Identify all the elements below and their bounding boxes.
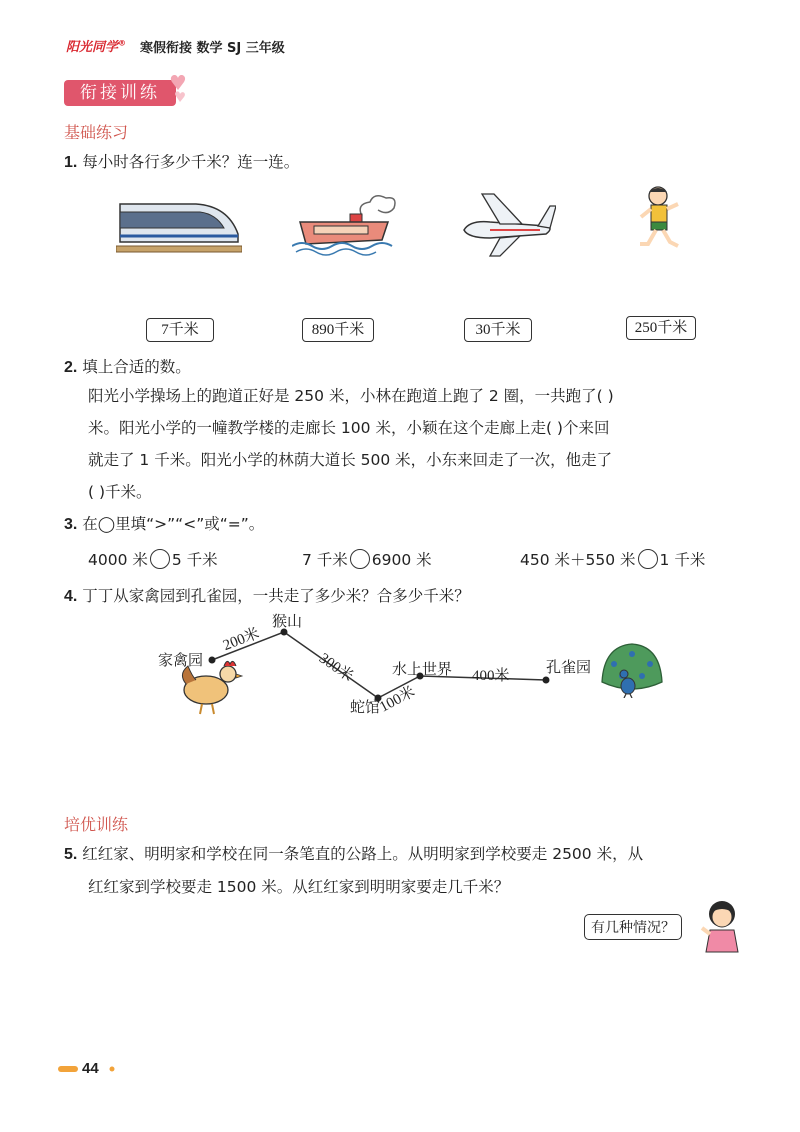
place-snake-house: 蛇馆 <box>350 698 381 716</box>
question-number: 5. <box>64 846 78 863</box>
question-text: 在◯里填“>”“<”或“=”。 <box>82 515 265 533</box>
question-2-line: 阳光小学操场上的跑道正好是 250 米，小林在跑道上跑了 2 圈，一共跑了( ) <box>88 387 614 405</box>
question-text: 丁丁从家禽园到孔雀园，一共走了多少米？合多少千米？ <box>82 587 470 605</box>
brand-text: 阳光同学 <box>66 40 119 55</box>
footer-dot-decoration <box>108 1064 118 1074</box>
question-text: 填上合适的数。 <box>82 358 191 376</box>
place-poultry-garden: 家禽园 <box>158 651 204 669</box>
compare-left: 450 米＋550 米 <box>520 551 636 569</box>
header-subtitle: 寒假衔接 数学 SJ 三年级 <box>140 41 285 56</box>
section-title-advanced: 培优训练 <box>64 815 129 834</box>
section-title-basic: 基础练习 <box>64 123 129 142</box>
distance-label: 400米 <box>472 668 510 684</box>
compare-right: 6900 米 <box>371 551 432 569</box>
compare-right: 5 千米 <box>171 551 218 569</box>
speed-option-3[interactable]: 30千米 <box>464 318 532 342</box>
question-5-line: 红红家、明明家和学校在同一条笔直的公路上。从明明家到学校要走 2500 米，从 <box>82 845 644 863</box>
girl-icon <box>700 898 744 954</box>
speed-option-1[interactable]: 7千米 <box>146 318 214 342</box>
distance-label: 200米 <box>220 625 262 655</box>
question-number: 2. <box>64 359 78 376</box>
page-number: 44 <box>82 1060 99 1077</box>
distance-label: 300米 <box>315 650 356 686</box>
question-2-line: 就走了 1 千米。阳光小学的林荫大道长 500 米，小东来回走了一次，他走了 <box>88 451 613 469</box>
compare-left: 7 千米 <box>302 551 348 569</box>
question-number: 1. <box>64 154 78 171</box>
compare-right: 1 千米 <box>659 551 706 569</box>
question-5-line: 红红家到学校要走 1500 米。从红红家到明明家要走几千米？ <box>88 878 510 896</box>
peacock-icon <box>598 642 664 698</box>
speed-option-2[interactable]: 890千米 <box>302 318 374 342</box>
speed-option-4[interactable]: 250千米 <box>626 316 696 340</box>
question-text: 每小时各行多少千米？连一连。 <box>82 153 300 171</box>
question-number: 4. <box>64 588 78 605</box>
place-monkey-hill: 猴山 <box>272 612 303 630</box>
place-peacock-garden: 孔雀园 <box>546 658 592 676</box>
place-water-world: 水上世界 <box>392 660 453 678</box>
rooster-icon <box>178 656 244 716</box>
question-2-line: ( )千米。 <box>88 483 152 501</box>
question-2-line: 米。阳光小学的一幢教学楼的走廊长 100 米，小颖在这个走廊上走( )个来回 <box>88 419 610 437</box>
distance-label: 100米 <box>377 683 418 716</box>
question-5 <box>64 838 754 903</box>
compare-left: 4000 米 <box>88 551 148 569</box>
brand-mark: ® <box>118 38 127 48</box>
hint-bubble: 有几种情况？ <box>584 914 682 940</box>
section-banner: 衔接训练 <box>64 80 176 106</box>
footer-bar-decoration <box>58 1064 80 1074</box>
question-number: 3. <box>64 516 78 533</box>
stop-dot <box>543 677 550 684</box>
